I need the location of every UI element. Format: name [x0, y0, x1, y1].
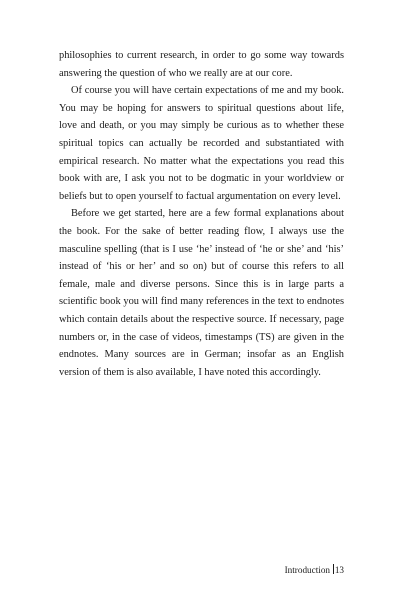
footer-section-title: Introduction — [284, 565, 331, 575]
running-footer — [285, 564, 344, 576]
paragraph-2: Of course you will have certain expectations of me and my book. You may be hoping for answers to spiritual questions about life, love and death, or you may simply be curious as to whether these spiritual topics can actually be recorded and substantiated with empirical research. No matter what the expectations you read this book with are, I ask you not to be dogmatic in your worldview or beliefs but to open yourself to factual argumentation on every level. — [59, 85, 344, 202]
paragraph-3: Before we get started, here are a few formal explanations about the book. For the sake of better reading flow, I always use the masculine spelling (that is I use ‘he’ instead of ‘he or she’ and ‘his’ instead of ‘his or her’ and so on) but of course this refers to all female, male and diverse persons. Since this is in large parts a scientific book you will find many references in the text to endnotes which contain details about the respective source. If necessary, page numbers or, in the case of videos, timestamps (TS) are given in the endnotes. Many sources are in German; insofar as an English version of them is also available, I have noted this accordingly. — [59, 208, 344, 378]
page-number: 13 — [334, 565, 344, 575]
body-text — [59, 47, 344, 381]
footer-separator — [333, 564, 334, 574]
paragraph-1: philosophies to current research, in order to go some way towards answering the question of who we really are at our core. — [59, 50, 344, 79]
